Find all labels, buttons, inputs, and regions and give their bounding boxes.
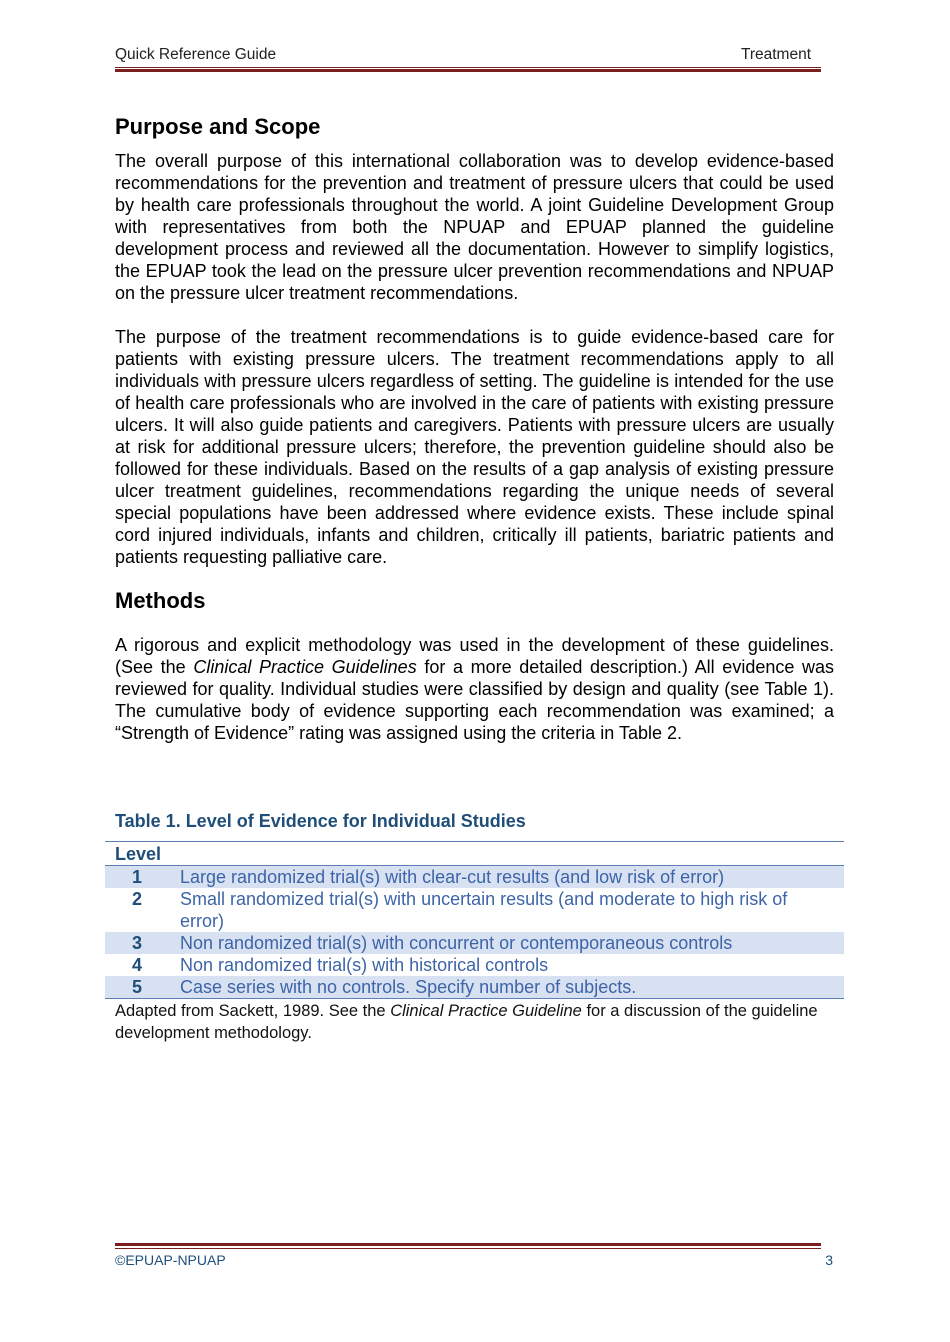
table-row — [105, 888, 844, 932]
header-rule-thin — [115, 67, 821, 68]
methods-italic-reference: Clinical Practice Guidelines — [193, 657, 417, 677]
level-cell: 4 — [131, 955, 142, 975]
methods-text-end: for a more detailed description.) All evidence was reviewed for quality. Individual studies were classified by design and quality (see Table 1). The cumulative body of evidence supporting each recommendation was examined; a “Strength of Evidence” rating was assigned using the criteria in Table 2. — [115, 657, 835, 743]
table-row — [105, 932, 844, 954]
description-cell: Case series with no controls. Specify number of subjects. — [180, 977, 637, 997]
methods-paragraph — [115, 634, 834, 744]
table1 — [105, 841, 844, 999]
level-cell: 3 — [131, 933, 142, 953]
description-cell: Small randomized trial(s) with uncertain results (and moderate to high risk of error) — [180, 889, 788, 931]
methods-heading: Methods — [115, 588, 206, 613]
footer-rule-thin — [115, 1248, 821, 1249]
table-row — [105, 954, 844, 976]
page-number: 3 — [825, 1252, 833, 1268]
caption-text-end: for a discussion of the guideline development methodology. — [115, 1002, 818, 1042]
table1-bottom-rule — [105, 998, 844, 999]
level-cell: 1 — [131, 867, 142, 887]
description-cell: Non randomized trial(s) with concurrent or contemporaneous controls — [180, 933, 733, 953]
footer-rule-thick — [115, 1243, 821, 1246]
table-row — [105, 866, 844, 888]
header-guide-title: Quick Reference Guide — [115, 46, 277, 63]
level-cell: 5 — [131, 977, 142, 997]
page-content — [115, 112, 834, 1044]
table-row — [105, 976, 844, 998]
header-rule-thick — [115, 69, 821, 72]
purpose-heading: Purpose and Scope — [115, 114, 321, 139]
table1-header-level: Level — [115, 844, 162, 864]
methods-text-start: A rigorous and explicit methodology was used in the development of these guidelines. (See the — [115, 635, 834, 677]
purpose-paragraph-2: The purpose of the treatment recommendations is to guide evidence-based care for patients with existing pressure ulcers. The treatment recommendations apply to all individuals with pressure ulcers regardless of setting. The guideline is intended for the use of health care professionals who are involved in the care of patients with existing pressure ulcers. It will also guide patients and caregivers. Patients with pressure ulcers are usually at risk for additional pressure ulcers; therefore, the prevention guideline should also be followed for these individuals. Based on the results of a gap analysis of existing pressure ulcer treatment guidelines, recommendations regarding the unique needs of several special populations have been addressed where evidence exists. These include spinal cord injured individuals, infants and children, critically ill patients, bariatric patients and patients requesting palliative care. — [115, 327, 834, 567]
table1-title: Table 1. Level of Evidence for Individual Studies — [115, 811, 526, 831]
header-section-name: Treatment — [740, 46, 811, 63]
purpose-paragraph-1: The overall purpose of this international collaboration was to develop evidence-based recommendations for the prevention and treatment of pressure ulcers that could be used by health care professionals throughout the world. A joint Guideline Development Group with representatives from both the NPUAP and EPUAP planned the guideline development process and reviewed all the documentation. However to simplify logistics, the EPUAP took the lead on the pressure ulcer prevention recommendations and NPUAP on the pressure ulcer treatment recommendations. — [115, 151, 834, 303]
table1-caption — [115, 1000, 834, 1044]
footer-copyright: ©EPUAP-NPUAP — [115, 1252, 226, 1268]
description-cell: Non randomized trial(s) with historical controls — [180, 955, 549, 975]
caption-text-start: Adapted from Sackett, 1989. See the — [115, 1002, 391, 1020]
caption-italic-reference: Clinical Practice Guideline — [390, 1002, 582, 1020]
level-cell: 2 — [131, 889, 142, 909]
page-header — [115, 44, 821, 66]
description-cell: Large randomized trial(s) with clear-cut results (and low risk of error) — [180, 867, 725, 887]
